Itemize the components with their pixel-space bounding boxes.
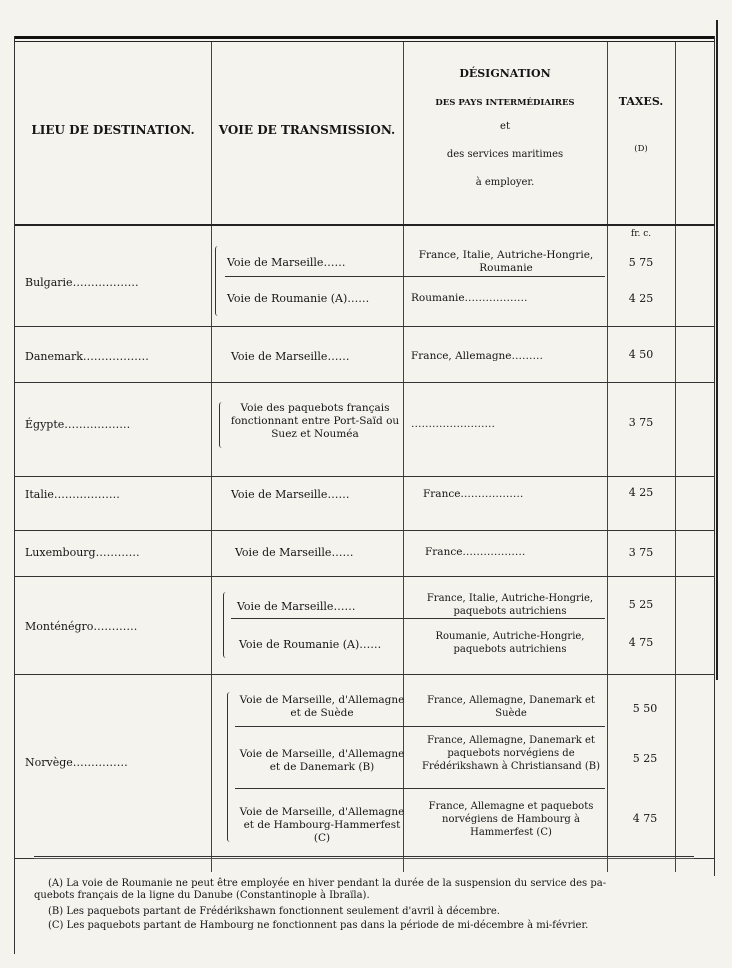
- voie-norvege-2: Voie de Marseille, d'Allemagne et de Danemark (B): [239, 748, 405, 773]
- header-taxes: TAXES.: [618, 95, 664, 108]
- pays-luxembourg: France………………: [425, 546, 526, 558]
- destination-danemark: Danemark………………: [25, 350, 149, 363]
- pays-norvege-1: France, Allemagne, Danemark et Suède: [427, 695, 595, 719]
- destination-bulgarie: Bulgarie………………: [25, 276, 139, 289]
- footnote-a-line1: (A) La voie de Roumanie ne peut être employée en hiver pendant la durée de la suspension du service des pa-: [48, 878, 607, 889]
- column-separator: [675, 42, 676, 872]
- destination-italie: Italie………………: [25, 488, 120, 501]
- column-separator: [607, 42, 608, 872]
- row-rule: [15, 576, 715, 577]
- header-designation-et: et: [500, 121, 510, 132]
- pays-norvege-2: France, Allemagne, Danemark et paquebots norvégiens de Frédérikshawn à Christiansand (B): [422, 735, 600, 772]
- pays-bulgarie-1: France, Italie, Autriche-Hongrie, Roumanie: [418, 249, 594, 274]
- brace: [215, 246, 222, 316]
- voie-egypte: Voie des paquebots français fonctionnant entre Port-Saïd ou Suez et Nouméa: [230, 402, 400, 440]
- row-rule: [15, 530, 715, 531]
- pays-egypte: ……………………: [411, 418, 495, 430]
- taxe-luxembourg: 3 75: [628, 546, 654, 559]
- voie-bulgarie-2: Voie de Roumanie (A)……: [227, 292, 370, 305]
- header-taxes-note: (D): [634, 144, 648, 154]
- pays-montenegro-2: Roumanie, Autriche-Hongrie, paquebots autrichiens: [435, 631, 585, 655]
- row-rule: [15, 326, 715, 327]
- header-destination: LIEU DE DESTINATION.: [31, 123, 195, 137]
- page-edge-mark: [716, 20, 718, 680]
- right-border: [714, 36, 715, 876]
- top-rule-thin: [15, 41, 715, 42]
- row-rule: [15, 382, 715, 383]
- currency-unit: fr. c.: [630, 229, 652, 239]
- brace: [223, 592, 230, 658]
- pays-bulgarie-2: Roumanie………………: [411, 292, 528, 304]
- top-rule: [15, 36, 715, 39]
- destination-egypte: Égypte………………: [25, 418, 131, 431]
- taxe-bulgarie-1: 5 75: [628, 256, 654, 269]
- pays-montenegro-1: France, Italie, Autriche-Hongrie, paquebots autrichiens: [426, 593, 594, 617]
- pays-danemark: France, Allemagne………: [411, 350, 544, 362]
- row-rule: [231, 618, 605, 619]
- row-rule: [225, 276, 605, 277]
- voie-montenegro-1: Voie de Marseille……: [237, 600, 356, 613]
- destination-luxembourg: Luxembourg…………: [25, 546, 140, 559]
- voie-norvege-3: Voie de Marseille, d'Allemagne et de Hambourg-Hammerfest (C): [239, 806, 405, 844]
- taxe-norvege-2: 5 25: [632, 752, 658, 765]
- header-designation-services: des services maritimes: [446, 149, 564, 160]
- header-designation-pays: DES PAYS INTERMÉDIAIRES: [435, 98, 575, 108]
- tariff-table: [14, 36, 715, 954]
- row-rule: [15, 674, 715, 675]
- column-separator: [211, 42, 212, 872]
- footnote-c: (C) Les paquebots partant de Hambourg ne fonctionnent pas dans la période de mi-décembre à mi-février.: [48, 920, 589, 931]
- taxe-norvege-1: 5 50: [632, 702, 658, 715]
- voie-montenegro-2: Voie de Roumanie (A)……: [239, 638, 382, 651]
- brace: [227, 692, 234, 842]
- taxe-danemark: 4 50: [628, 348, 654, 361]
- footnote-rule-thin: [34, 858, 694, 859]
- row-rule: [15, 476, 715, 477]
- pays-italie: France………………: [423, 488, 524, 500]
- destination-montenegro: Monténégro…………: [25, 620, 138, 633]
- footnote-b: (B) Les paquebots partant de Frédérikshawn fonctionnent seulement d'avril à décembre.: [48, 906, 500, 917]
- pays-norvege-3: France, Allemagne et paquebots norvégiens de Hambourg à Hammerfest (C): [428, 801, 594, 838]
- voie-danemark: Voie de Marseille……: [231, 350, 350, 363]
- taxe-norvege-3: 4 75: [632, 812, 658, 825]
- destination-norvege: Norvège……………: [25, 756, 128, 769]
- row-rule: [235, 788, 605, 789]
- header-designation-employer: à employer.: [475, 177, 535, 188]
- header-rule: [15, 224, 715, 226]
- brace: [219, 402, 226, 448]
- header-designation: DÉSIGNATION: [459, 67, 551, 80]
- voie-bulgarie-1: Voie de Marseille……: [227, 256, 346, 269]
- footnote-rule: [34, 856, 694, 857]
- taxe-montenegro-1: 5 25: [628, 598, 654, 611]
- voie-italie: Voie de Marseille……: [231, 488, 350, 501]
- taxe-montenegro-2: 4 75: [628, 636, 654, 649]
- taxe-italie: 4 25: [628, 486, 654, 499]
- voie-luxembourg: Voie de Marseille……: [235, 546, 354, 559]
- taxe-bulgarie-2: 4 25: [628, 292, 654, 305]
- taxe-egypte: 3 75: [628, 416, 654, 429]
- header-transmission: VOIE DE TRANSMISSION.: [218, 123, 396, 137]
- voie-norvege-1: Voie de Marseille, d'Allemagne et de Suède: [239, 694, 405, 719]
- row-rule: [235, 726, 605, 727]
- footnote-a-line2: quebots français de la ligne du Danube (Constantinople à Ibraïla).: [34, 890, 370, 901]
- footnote-a: [34, 878, 698, 902]
